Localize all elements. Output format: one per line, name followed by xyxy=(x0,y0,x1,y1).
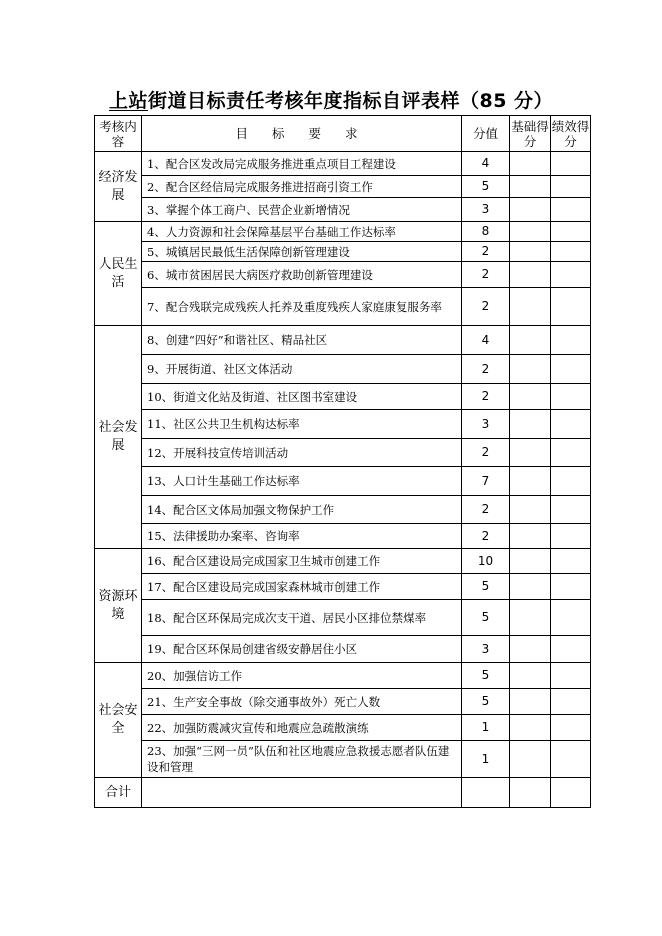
page-title xyxy=(0,86,662,113)
item-score: 5 xyxy=(462,176,510,198)
performance-score-cell[interactable] xyxy=(551,439,591,467)
item-text: 14、配合区文体局加强文物保护工作 xyxy=(142,496,462,524)
table-row xyxy=(95,355,591,384)
table-row xyxy=(95,262,591,288)
category-cell: 社会发展 xyxy=(95,326,142,549)
item-text: 11、社区公共卫生机构达标率 xyxy=(142,410,462,439)
item-text: 2、配合区经信局完成服务推进招商引资工作 xyxy=(142,176,462,198)
total-label: 合计 xyxy=(95,778,142,808)
performance-score-cell[interactable] xyxy=(551,467,591,496)
base-score-cell[interactable] xyxy=(510,410,551,439)
table-row xyxy=(95,600,591,636)
base-score-cell[interactable] xyxy=(510,663,551,689)
table-row xyxy=(95,467,591,496)
item-score: 1 xyxy=(462,741,510,778)
item-text: 1、配合区发改局完成服务推进重点项目工程建设 xyxy=(142,152,462,176)
item-text: 13、人口计生基础工作达标率 xyxy=(142,467,462,496)
performance-score-cell[interactable] xyxy=(551,524,591,549)
table-row xyxy=(95,689,591,715)
table-row xyxy=(95,242,591,262)
performance-score-cell[interactable] xyxy=(551,496,591,524)
table-row xyxy=(95,636,591,663)
item-score: 4 xyxy=(462,326,510,355)
item-score: 2 xyxy=(462,242,510,262)
item-score: 5 xyxy=(462,574,510,600)
item-text: 21、生产安全事故（除交通事故外）死亡人数 xyxy=(142,689,462,715)
header-category: 考核内容 xyxy=(95,116,142,152)
performance-score-cell[interactable] xyxy=(551,262,591,288)
table-row xyxy=(95,222,591,242)
performance-score-cell[interactable] xyxy=(551,741,591,778)
performance-score-cell[interactable] xyxy=(551,600,591,636)
item-text: 10、街道文化站及街道、社区图书室建设 xyxy=(142,384,462,410)
table-row xyxy=(95,326,591,355)
item-text: 19、配合区环保局创建省级安静居住小区 xyxy=(142,636,462,663)
total-row xyxy=(95,778,591,808)
base-score-cell[interactable] xyxy=(510,288,551,326)
item-score: 5 xyxy=(462,689,510,715)
performance-score-cell[interactable] xyxy=(551,689,591,715)
category-cell: 经济发展 xyxy=(95,152,142,222)
header-row xyxy=(95,116,591,152)
base-score-cell[interactable] xyxy=(510,636,551,663)
performance-score-cell[interactable] xyxy=(551,288,591,326)
item-text: 17、配合区建设局完成国家森林城市创建工作 xyxy=(142,574,462,600)
category-cell: 资源环境 xyxy=(95,549,142,663)
item-text: 4、人力资源和社会保障基层平台基础工作达标率 xyxy=(142,222,462,242)
item-score: 5 xyxy=(462,600,510,636)
table-row xyxy=(95,549,591,574)
header-base-score: 基础得分 xyxy=(510,116,551,152)
item-score: 10 xyxy=(462,549,510,574)
performance-score-cell[interactable] xyxy=(551,663,591,689)
item-text: 5、城镇居民最低生活保障创新管理建设 xyxy=(142,242,462,262)
performance-score-cell[interactable] xyxy=(551,326,591,355)
performance-score-cell[interactable] xyxy=(551,636,591,663)
item-score: 3 xyxy=(462,198,510,222)
table-row xyxy=(95,176,591,198)
header-target: 目 标 要 求 xyxy=(142,116,462,152)
item-score: 2 xyxy=(462,384,510,410)
table-row xyxy=(95,524,591,549)
item-text: 22、加强防震减灾宣传和地震应急疏散演练 xyxy=(142,715,462,741)
base-score-cell[interactable] xyxy=(510,262,551,288)
category-cell: 社会安全 xyxy=(95,663,142,778)
performance-score-cell[interactable] xyxy=(551,222,591,242)
item-score: 1 xyxy=(462,715,510,741)
table-row xyxy=(95,741,591,778)
table-row xyxy=(95,384,591,410)
item-score: 8 xyxy=(462,222,510,242)
performance-score-cell[interactable] xyxy=(551,410,591,439)
table-row xyxy=(95,496,591,524)
base-score-cell[interactable] xyxy=(510,439,551,467)
performance-score-cell[interactable] xyxy=(551,176,591,198)
table-row xyxy=(95,410,591,439)
base-score-cell[interactable] xyxy=(510,574,551,600)
base-score-cell[interactable] xyxy=(510,689,551,715)
item-text: 18、配合区环保局完成次支干道、居民小区排位禁煤率 xyxy=(142,600,462,636)
performance-score-cell[interactable] xyxy=(551,715,591,741)
table-row xyxy=(95,574,591,600)
item-text: 20、加强信访工作 xyxy=(142,663,462,689)
total-target-cell xyxy=(142,778,462,808)
item-text: 7、配合残联完成残疾人托养及重度残疾人家庭康复服务率 xyxy=(142,288,462,326)
table-row xyxy=(95,152,591,176)
base-score-cell[interactable] xyxy=(510,355,551,384)
item-text: 9、开展街道、社区文体活动 xyxy=(142,355,462,384)
base-score-cell[interactable] xyxy=(510,242,551,262)
base-score-cell[interactable] xyxy=(510,176,551,198)
item-score: 3 xyxy=(462,636,510,663)
performance-score-cell[interactable] xyxy=(551,355,591,384)
base-score-cell[interactable] xyxy=(510,600,551,636)
base-score-cell[interactable] xyxy=(510,496,551,524)
total-performance-score-cell[interactable] xyxy=(551,778,591,808)
header-score: 分值 xyxy=(462,116,510,152)
performance-score-cell[interactable] xyxy=(551,242,591,262)
performance-score-cell[interactable] xyxy=(551,574,591,600)
base-score-cell[interactable] xyxy=(510,715,551,741)
item-score: 4 xyxy=(462,152,510,176)
item-text: 8、创建“四好”和谐社区、精品社区 xyxy=(142,326,462,355)
category-cell: 人民生活 xyxy=(95,222,142,326)
base-score-cell[interactable] xyxy=(510,152,551,176)
base-score-cell[interactable] xyxy=(510,384,551,410)
item-score: 2 xyxy=(462,524,510,549)
item-score: 2 xyxy=(462,262,510,288)
performance-score-cell[interactable] xyxy=(551,198,591,222)
base-score-cell[interactable] xyxy=(510,524,551,549)
performance-score-cell[interactable] xyxy=(551,549,591,574)
item-text: 3、掌握个体工商户、民营企业新增情况 xyxy=(142,198,462,222)
total-base-score-cell[interactable] xyxy=(510,778,551,808)
base-score-cell[interactable] xyxy=(510,222,551,242)
table-row xyxy=(95,198,591,222)
item-score: 2 xyxy=(462,355,510,384)
table-row xyxy=(95,439,591,467)
total-score-cell[interactable] xyxy=(462,778,510,808)
item-score: 2 xyxy=(462,288,510,326)
item-text: 15、法律援助办案率、咨询率 xyxy=(142,524,462,549)
item-score: 2 xyxy=(462,439,510,467)
item-score: 7 xyxy=(462,467,510,496)
item-text: 16、配合区建设局完成国家卫生城市创建工作 xyxy=(142,549,462,574)
title-rest: 街道目标责任考核年度指标自评表样（85 分） xyxy=(147,90,554,112)
item-text: 12、开展科技宣传培训活动 xyxy=(142,439,462,467)
base-score-cell[interactable] xyxy=(510,467,551,496)
item-text: 23、加强“三网一员”队伍和社区地震应急救援志愿者队伍建设和管理 xyxy=(142,741,462,778)
item-score: 2 xyxy=(462,496,510,524)
item-score: 3 xyxy=(462,410,510,439)
performance-score-cell[interactable] xyxy=(551,384,591,410)
base-score-cell[interactable] xyxy=(510,549,551,574)
base-score-cell[interactable] xyxy=(510,326,551,355)
header-performance-score: 绩效得分 xyxy=(551,116,591,152)
table-row xyxy=(95,663,591,689)
base-score-cell[interactable] xyxy=(510,741,551,778)
table-row xyxy=(95,715,591,741)
assessment-table xyxy=(94,115,591,808)
item-score: 5 xyxy=(462,663,510,689)
performance-score-cell[interactable] xyxy=(551,152,591,176)
title-underlined-part: 上站 xyxy=(108,90,148,112)
table-row xyxy=(95,288,591,326)
base-score-cell[interactable] xyxy=(510,198,551,222)
item-text: 6、城市贫困居民大病医疗救助创新管理建设 xyxy=(142,262,462,288)
